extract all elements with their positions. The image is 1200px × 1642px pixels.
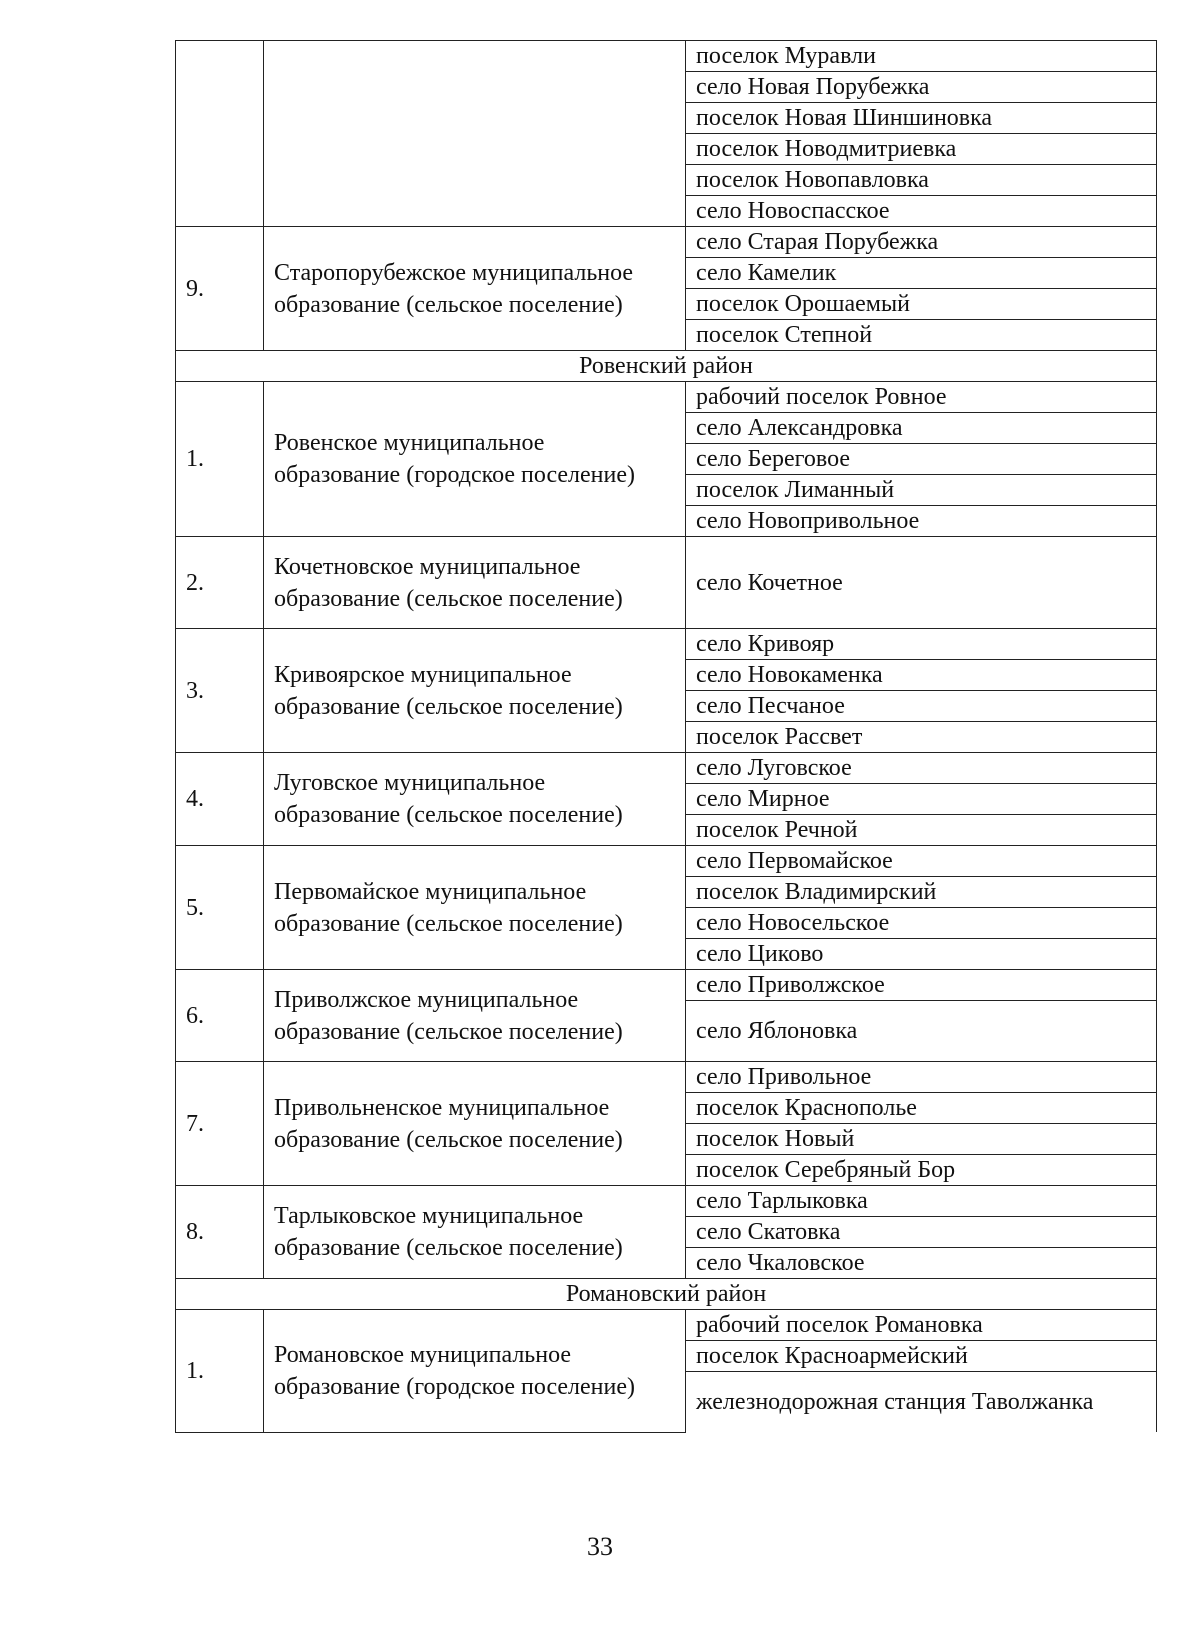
district-header-row <box>176 1279 1157 1310</box>
settlement-cell: село Яблоновка <box>686 1001 1157 1062</box>
settlement-cell: село Первомайское <box>686 846 1157 877</box>
settlement-cell: село Циково <box>686 939 1157 970</box>
table-row <box>176 537 1157 629</box>
settlement-cell: село Приволжское <box>686 970 1157 1001</box>
district-header-row <box>176 351 1157 382</box>
municipality-name: Ровенское муниципальное образование (городское поселение) <box>264 382 686 537</box>
settlement-cell: поселок Владимирский <box>686 877 1157 908</box>
table-row <box>176 970 1157 1001</box>
settlement-cell: поселок Рассвет <box>686 722 1157 753</box>
settlement-cell: село Луговское <box>686 753 1157 784</box>
table-row <box>176 846 1157 877</box>
settlement-cell: поселок Краснополье <box>686 1093 1157 1124</box>
settlement-cell: село Песчаное <box>686 691 1157 722</box>
municipality-name: Привольненское муниципальное образование (сельское поселение) <box>264 1062 686 1186</box>
number-cell: 8. <box>176 1186 264 1279</box>
settlement-cell: поселок Орошаемый <box>686 289 1157 320</box>
number-cell: 1. <box>176 1310 264 1433</box>
district-title: Романовский район <box>176 1279 1157 1310</box>
number-cell: 2. <box>176 537 264 629</box>
settlement-cell: поселок Новый <box>686 1124 1157 1155</box>
table-row <box>176 753 1157 784</box>
settlement-cell: поселок Новодмитриевка <box>686 134 1157 165</box>
table-row <box>176 41 1157 72</box>
number-cell: 1. <box>176 382 264 537</box>
settlement-cell: село Мирное <box>686 784 1157 815</box>
number-cell: 5. <box>176 846 264 970</box>
number-cell <box>176 41 264 227</box>
number-cell: 7. <box>176 1062 264 1186</box>
settlement-cell: поселок Новопавловка <box>686 165 1157 196</box>
district-title: Ровенский район <box>176 351 1157 382</box>
settlement-cell: поселок Серебряный Бор <box>686 1155 1157 1186</box>
number-cell: 6. <box>176 970 264 1062</box>
settlement-cell: село Старая Порубежка <box>686 227 1157 258</box>
settlement-cell: село Чкаловское <box>686 1248 1157 1279</box>
settlement-cell: поселок Муравли <box>686 41 1157 72</box>
municipality-name: Тарлыковское муниципальное образование (сельское поселение) <box>264 1186 686 1279</box>
settlement-cell: село Новосельское <box>686 908 1157 939</box>
settlement-cell: село Привольное <box>686 1062 1157 1093</box>
settlement-cell: село Новая Порубежка <box>686 72 1157 103</box>
municipality-name: Кривоярское муниципальное образование (сельское поселение) <box>264 629 686 753</box>
municipality-name: Приволжское муниципальное образование (сельское поселение) <box>264 970 686 1062</box>
settlement-cell: село Камелик <box>686 258 1157 289</box>
municipality-name: Романовское муниципальное образование (городское поселение) <box>264 1310 686 1433</box>
settlement-cell: поселок Лиманный <box>686 475 1157 506</box>
settlement-cell: село Александровка <box>686 413 1157 444</box>
number-cell: 9. <box>176 227 264 351</box>
municipality-name: Луговское муниципальное образование (сельское поселение) <box>264 753 686 846</box>
municipality-name: Первомайское муниципальное образование (сельское поселение) <box>264 846 686 970</box>
page-number: 33 <box>587 1532 613 1561</box>
settlement-cell: рабочий поселок Ровное <box>686 382 1157 413</box>
municipality-cell <box>264 41 686 227</box>
table-row <box>176 1186 1157 1217</box>
number-cell: 3. <box>176 629 264 753</box>
municipality-name: Старопорубежское муниципальное образование (сельское поселение) <box>264 227 686 351</box>
settlement-cell: поселок Речной <box>686 815 1157 846</box>
table-row <box>176 1062 1157 1093</box>
settlement-cell: село Тарлыковка <box>686 1186 1157 1217</box>
settlement-cell: поселок Красноармейский <box>686 1341 1157 1372</box>
settlement-cell: село Кривояр <box>686 629 1157 660</box>
table-row <box>176 227 1157 258</box>
settlement-cell: железнодорожная станция Таволжанка <box>686 1372 1157 1433</box>
settlement-cell: село Скатовка <box>686 1217 1157 1248</box>
table-row <box>176 382 1157 413</box>
settlement-cell: село Береговое <box>686 444 1157 475</box>
municipal-table <box>175 40 1157 1433</box>
municipality-name: Кочетновское муниципальное образование (сельское поселение) <box>264 537 686 629</box>
number-cell: 4. <box>176 753 264 846</box>
settlement-cell: поселок Степной <box>686 320 1157 351</box>
settlement-cell: поселок Новая Шиншиновка <box>686 103 1157 134</box>
settlement-cell: рабочий поселок Романовка <box>686 1310 1157 1341</box>
table-row <box>176 629 1157 660</box>
settlement-cell: село Новоспасское <box>686 196 1157 227</box>
table-row <box>176 1310 1157 1341</box>
settlement-cell: село Новокаменка <box>686 660 1157 691</box>
settlement-cell: село Кочетное <box>686 537 1157 629</box>
settlement-cell: село Новопривольное <box>686 506 1157 537</box>
